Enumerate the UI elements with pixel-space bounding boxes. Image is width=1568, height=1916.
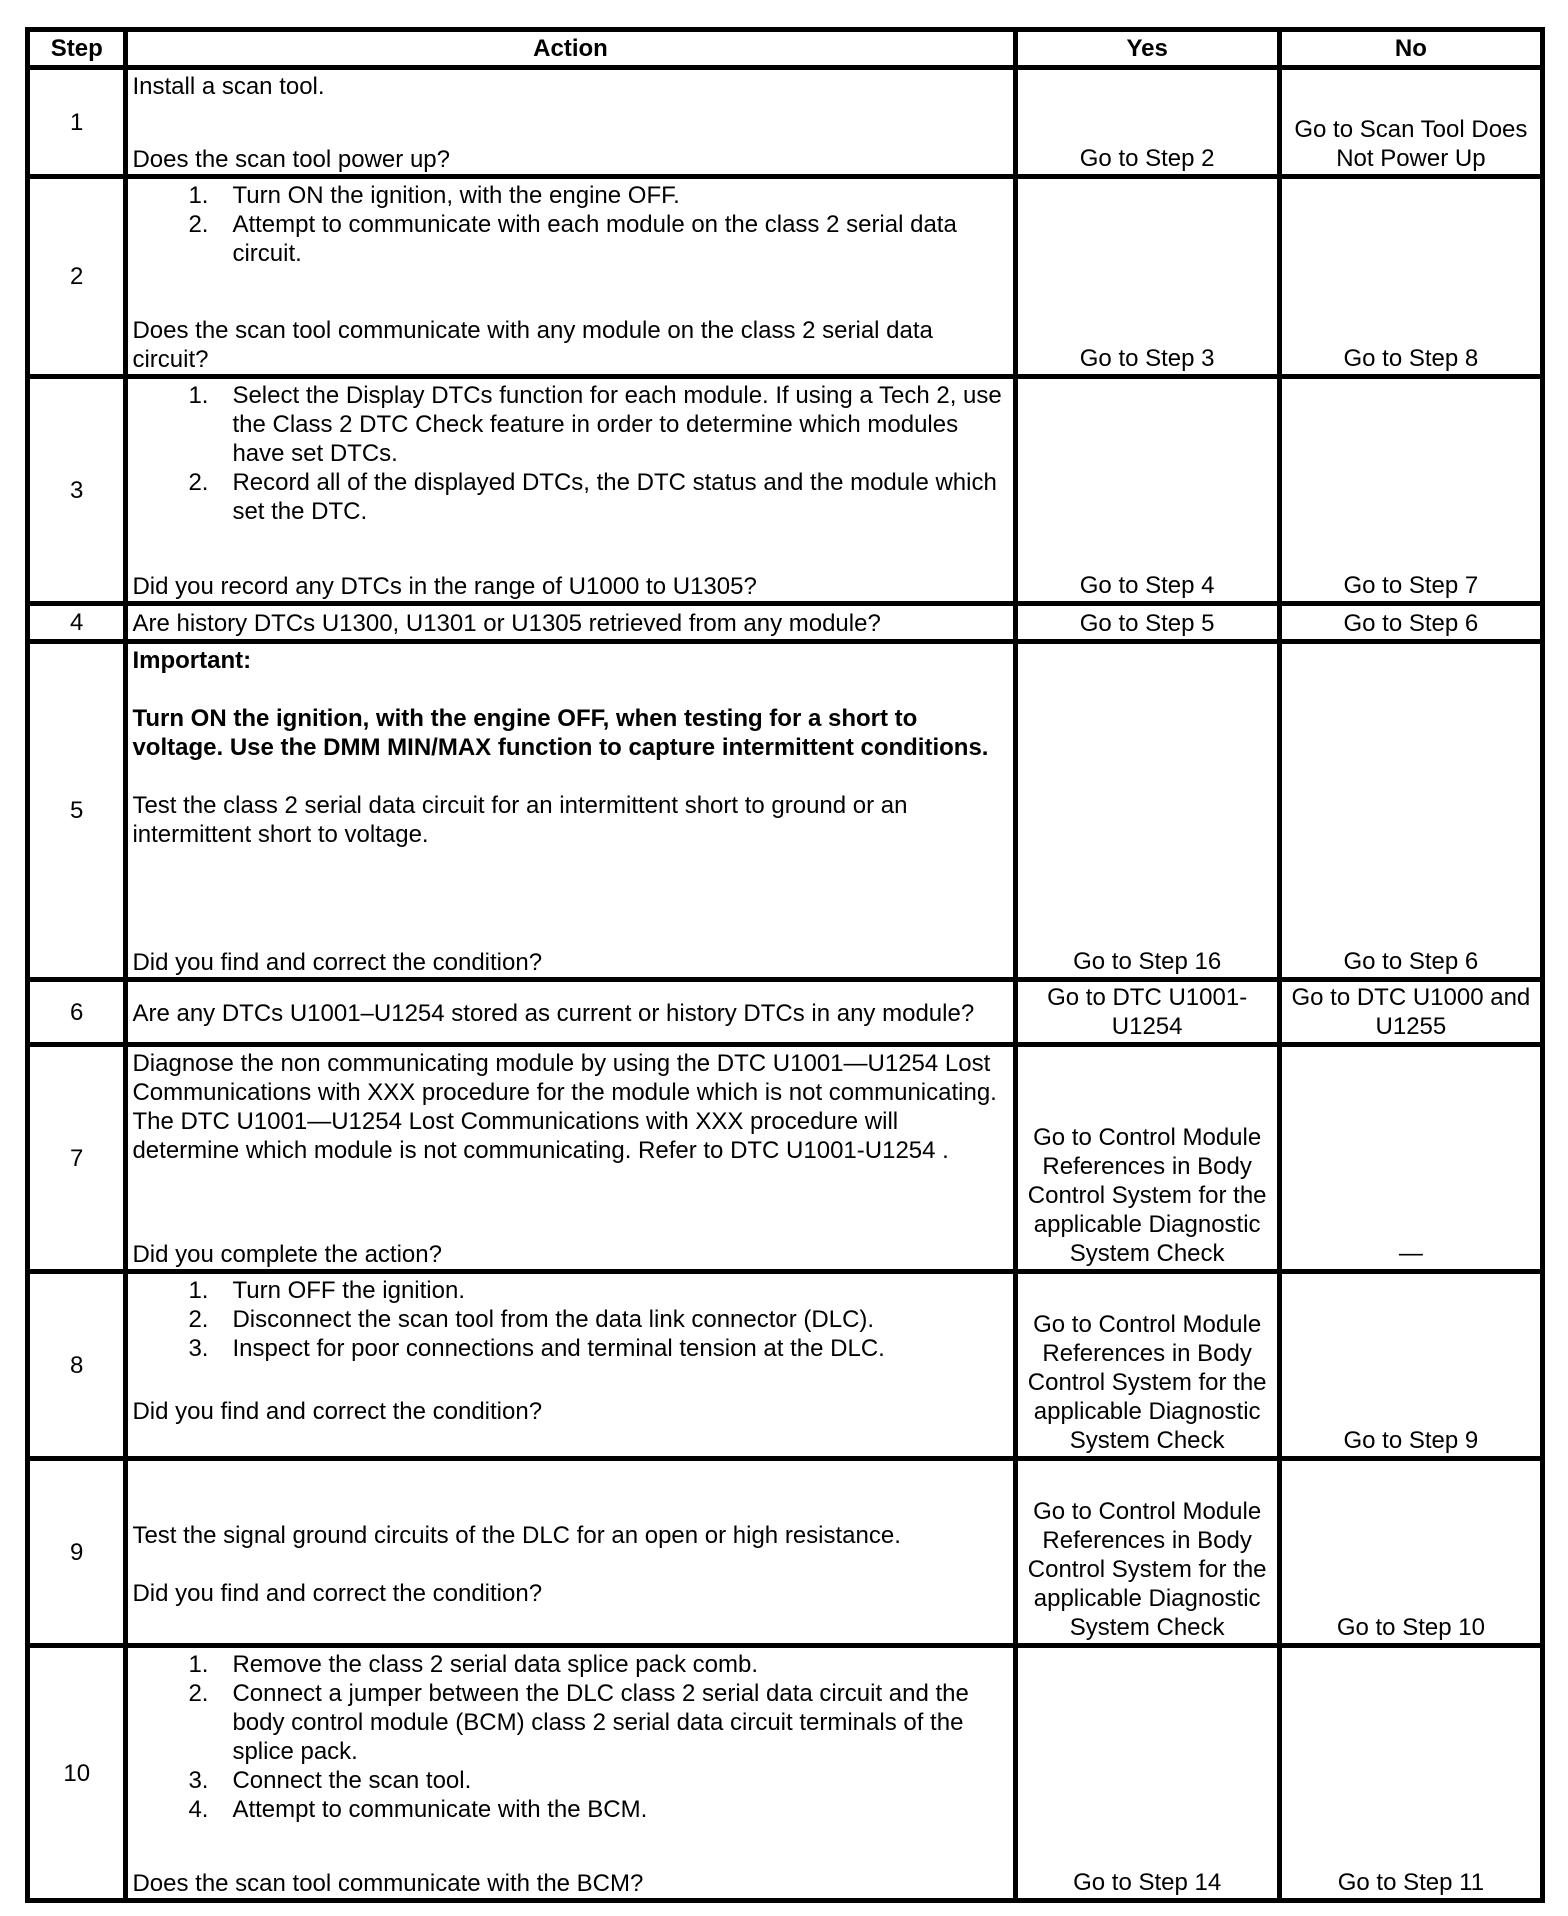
action-cell	[126, 68, 1015, 177]
table-row	[28, 1045, 1543, 1272]
no-result: Go to Step 6	[1279, 642, 1542, 980]
action-question: Are any DTCs U1001–U1254 stored as current or history DTCs in any module?	[132, 999, 975, 1027]
yes-result: Go to Step 4	[1015, 377, 1279, 604]
spacer	[132, 1550, 1009, 1579]
spacer	[132, 675, 1009, 704]
list-item: 1. Remove the class 2 serial data splice pack comb.	[188, 1651, 759, 1678]
header-step: Step	[28, 30, 126, 68]
step-number: 9	[28, 1459, 126, 1646]
list-item: 3. Inspect for poor connections and terminal tension at the DLC.	[188, 1335, 885, 1362]
table-row	[28, 980, 1543, 1045]
action-question: Does the scan tool power up?	[132, 146, 450, 173]
no-result: Go to Step 10	[1279, 1459, 1542, 1646]
diagnostic-table	[25, 27, 1545, 1903]
header-yes: Yes	[1015, 30, 1279, 68]
important-note: Turn ON the ignition, with the engine OFF, when testing for a short to voltage. Use the DMM MIN/MAX function to capture intermittent conditions.	[132, 705, 989, 761]
table-row	[28, 642, 1543, 980]
yes-result: Go to Control Module References in Body Control System for the applicable Diagnostic System Check	[1015, 1272, 1279, 1459]
step-number: 6	[28, 980, 126, 1045]
no-result: Go to Step 7	[1279, 377, 1542, 604]
table-row	[28, 1272, 1543, 1459]
list-item: 2. Connect a jumper between the DLC class 2 serial data circuit and the body control module (BCM) class 2 serial data circuit terminals of the splice pack.	[188, 1680, 969, 1765]
action-list	[132, 381, 1009, 526]
important-label: Important:	[132, 647, 252, 674]
action-list	[132, 181, 1009, 268]
header-no: No	[1279, 30, 1542, 68]
list-item: 2. Disconnect the scan tool from the data link connector (DLC).	[188, 1306, 875, 1333]
action-cell	[126, 604, 1015, 642]
action-question: Did you record any DTCs in the range of U1000 to U1305?	[132, 573, 757, 600]
action-cell	[126, 1045, 1015, 1272]
action-intro: Diagnose the non communicating module by using the DTC U1001—U1254 Lost Communications with XXX procedure for the module which is not communicating. The DTC U1001—U1254 Lost Communications with XXX procedure will determine which module is not communicating. Refer to DTC U1001-U1254 .	[132, 1050, 997, 1164]
no-result: Go to Step 9	[1279, 1272, 1542, 1459]
step-number: 7	[28, 1045, 126, 1272]
action-cell	[126, 1272, 1015, 1459]
yes-result: Go to Control Module References in Body Control System for the applicable Diagnostic System Check	[1015, 1045, 1279, 1272]
list-item: 3. Connect the scan tool.	[188, 1767, 472, 1794]
list-item: 1. Select the Display DTCs function for each module. If using a Tech 2, use the Class 2 DTC Check feature in order to determine which modules have set DTCs.	[188, 382, 1002, 467]
action-question: Did you find and correct the condition?	[132, 949, 543, 976]
table-row	[28, 177, 1543, 377]
table-row	[28, 1646, 1543, 1901]
action-cell	[126, 1646, 1015, 1901]
action-question: Did you complete the action?	[132, 1241, 442, 1268]
step-number: 5	[28, 642, 126, 980]
action-intro: Test the class 2 serial data circuit for an intermittent short to ground or an intermittent short to voltage.	[132, 792, 908, 848]
no-result: —	[1279, 1045, 1542, 1272]
action-question: Are history DTCs U1300, U1301 or U1305 retrieved from any module?	[132, 610, 881, 637]
step-number: 4	[28, 604, 126, 642]
yes-result: Go to Step 16	[1015, 642, 1279, 980]
step-number: 8	[28, 1272, 126, 1459]
no-result: Go to Step 8	[1279, 177, 1542, 377]
action-intro: Install a scan tool.	[132, 73, 325, 100]
list-item: 2. Attempt to communicate with each module on the class 2 serial data circuit.	[188, 211, 957, 267]
no-result: Go to DTC U1000 and U1255	[1279, 980, 1542, 1045]
action-list	[132, 1650, 1009, 1824]
no-result: Go to Scan Tool Does Not Power Up	[1279, 68, 1542, 177]
action-question: Did you find and correct the condition?	[132, 1579, 543, 1607]
action-cell	[126, 377, 1015, 604]
action-question: Did you find and correct the condition?	[132, 1398, 543, 1425]
list-item: 2. Record all of the displayed DTCs, the DTC status and the module which set the DTC.	[188, 469, 997, 525]
header-action: Action	[126, 30, 1015, 68]
step-number: 1	[28, 68, 126, 177]
yes-result: Go to Step 2	[1015, 68, 1279, 177]
list-item: 1. Turn OFF the ignition.	[188, 1277, 465, 1304]
action-cell	[126, 980, 1015, 1045]
table-row	[28, 68, 1543, 177]
action-cell	[126, 1459, 1015, 1646]
table-row	[28, 1459, 1543, 1646]
yes-result: Go to DTC U1001-U1254	[1015, 980, 1279, 1045]
yes-result: Go to Step 5	[1015, 604, 1279, 642]
step-number: 3	[28, 377, 126, 604]
list-item: 1. Turn ON the ignition, with the engine OFF.	[188, 182, 680, 209]
spacer	[132, 762, 1009, 791]
yes-result: Go to Step 14	[1015, 1646, 1279, 1901]
action-list	[132, 1276, 1009, 1363]
action-intro: Test the signal ground circuits of the DLC for an open or high resistance.	[132, 1521, 901, 1549]
yes-result: Go to Control Module References in Body Control System for the applicable Diagnostic System Check	[1015, 1459, 1279, 1646]
action-question: Does the scan tool communicate with any module on the class 2 serial data circuit?	[132, 317, 933, 373]
step-number: 10	[28, 1646, 126, 1901]
no-result: Go to Step 6	[1279, 604, 1542, 642]
yes-result: Go to Step 3	[1015, 177, 1279, 377]
action-cell	[126, 177, 1015, 377]
table-row	[28, 604, 1543, 642]
table-row	[28, 377, 1543, 604]
action-question: Does the scan tool communicate with the BCM?	[132, 1870, 644, 1897]
step-number: 2	[28, 177, 126, 377]
table-header-row	[28, 30, 1543, 68]
no-result: Go to Step 11	[1279, 1646, 1542, 1901]
list-item: 4. Attempt to communicate with the BCM.	[188, 1796, 648, 1823]
action-cell	[126, 642, 1015, 980]
